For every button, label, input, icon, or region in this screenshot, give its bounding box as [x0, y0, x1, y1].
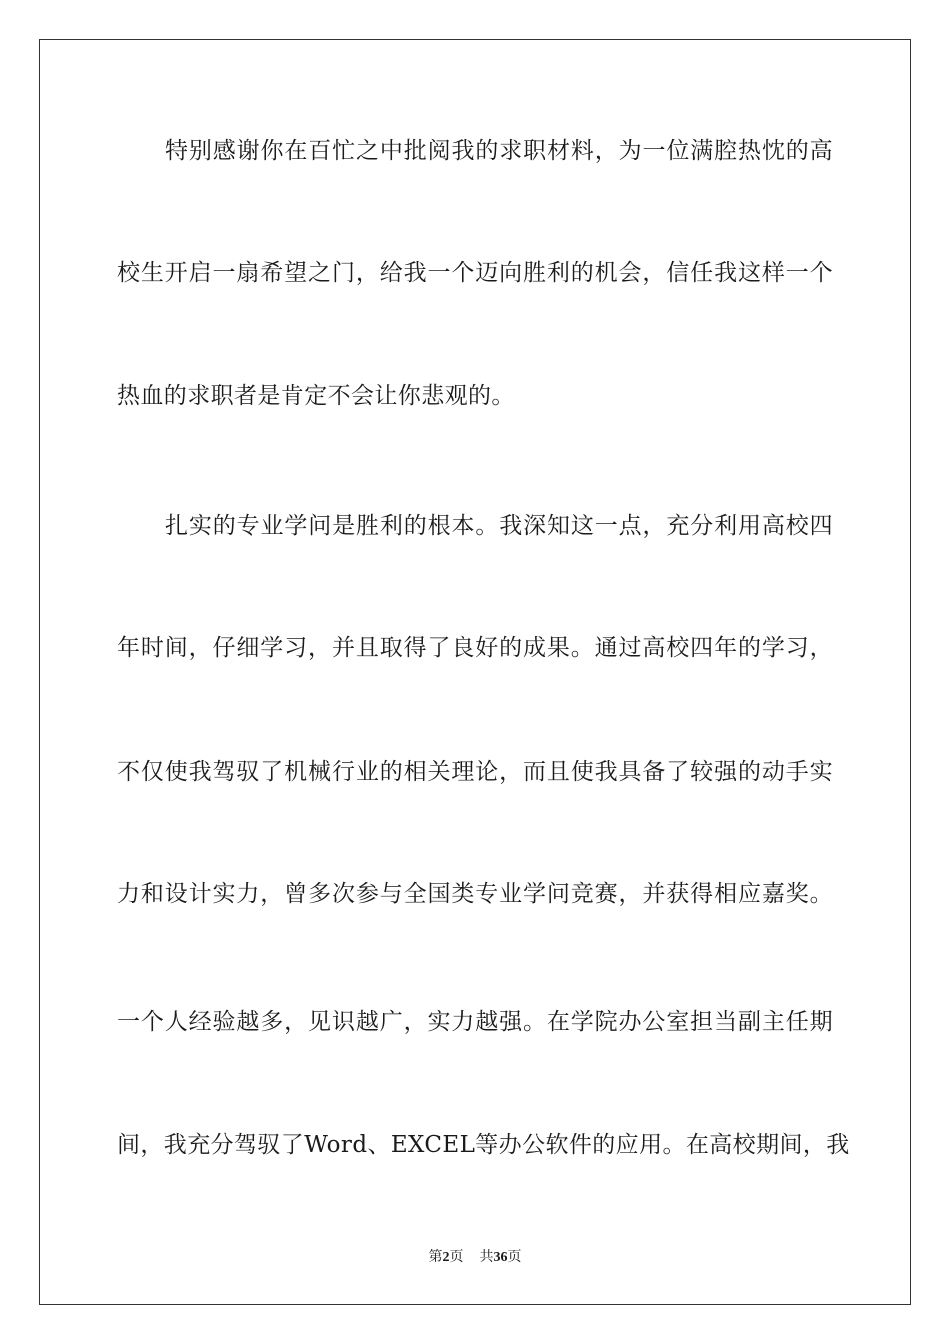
current-page-number: 2	[442, 1250, 450, 1265]
text-line: 扎实的专业学问是胜利的根本。我深知这一点，充分利用高校四	[165, 513, 833, 539]
text-line: 间，我充分驾驭了Word、EXCEL等办公软件的应用。在高校期间，我	[117, 1132, 850, 1158]
text-line: 热血的求职者是肯定不会让你悲观的。	[117, 383, 515, 409]
text-line: 校生开启一扇希望之门，给我一个迈向胜利的机会，信任我这样一个	[117, 260, 833, 286]
page-label-prefix: 第	[428, 1249, 443, 1265]
total-pages-number: 36	[493, 1250, 508, 1265]
text-line: 不仅使我驾驭了机械行业的相关理论，而且使我具备了较强的动手实	[117, 759, 833, 785]
text-line: 年时间，仔细学习，并且取得了良好的成果。通过高校四年的学习，	[117, 635, 833, 661]
text-line: 力和设计实力，曾多次参与全国类专业学问竞赛，并获得相应嘉奖。	[117, 881, 833, 907]
text-line: 一个人经验越多，见识越广，实力越强。在学院办公室担当副主任期	[117, 1009, 833, 1035]
total-label-prefix: 共	[479, 1249, 494, 1265]
text-line: 特别感谢你在百忙之中批阅我的求职材料，为一位满腔热忱的高	[165, 138, 833, 164]
page-border	[39, 39, 911, 1305]
total-label-suffix: 页	[507, 1249, 522, 1265]
page-label-suffix: 页	[449, 1249, 464, 1265]
page-footer	[0, 1248, 950, 1267]
